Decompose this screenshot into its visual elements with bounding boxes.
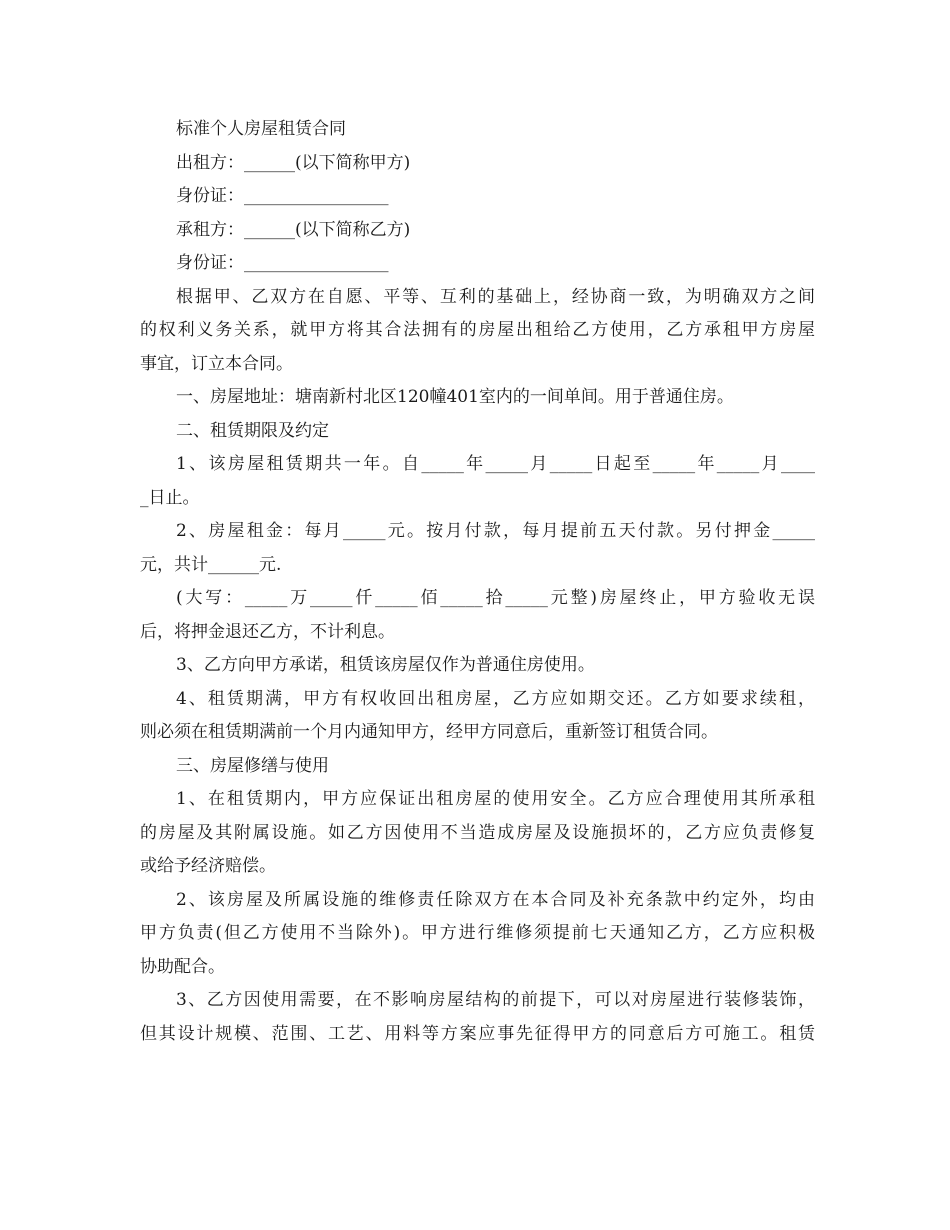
clause-repair-1-line-1: 1、在租赁期内，甲方应保证出租房屋的使用安全。乙方应合理使用其所承租	[176, 789, 815, 809]
preamble-line-1: 根据甲、乙双方在自愿、平等、互利的基础上，经协商一致，为明确双方之间	[176, 286, 815, 307]
clause-repair-2-line-2: 甲方负责(但乙方使用不当除外)。甲方进行维修须提前七天通知乙方，乙方应积极	[140, 923, 815, 943]
clause-rent-line-1: 2、房屋租金：每月_____元。按月付款，每月提前五天付款。另付押金_____	[176, 521, 815, 541]
contract-page	[140, 113, 815, 1051]
clause-repair-2-line-3: 协助配合。	[140, 956, 225, 977]
section-heading-lease-term: 二、租赁期限及约定	[176, 420, 329, 441]
preamble-line-2: 的权利义务关系，就甲方将其合法拥有的房屋出租给乙方使用，乙方承租甲方房屋	[140, 320, 815, 340]
clause-repair-1-line-2: 的房屋及其附属设施。如乙方因使用不当造成房屋及设施损坏的，乙方应负责修复	[140, 822, 815, 843]
clause-deposit-line-1: (大写：_____万_____仟_____佰_____拾_____元整)房屋终止，甲方验收无误	[176, 588, 815, 608]
clause-use: 3、乙方向甲方承诺，租赁该房屋仅作为普通住房使用。	[176, 655, 595, 675]
clause-repair-2-line-1: 2、该房屋及所属设施的维修责任除双方在本合同及补充条款中约定外，均由	[176, 889, 815, 910]
preamble-line-3: 事宜，订立本合同。	[140, 353, 293, 374]
clause-term-line-2: _日止。	[140, 487, 200, 508]
lessor-line: 出租方：______(以下简称甲方)	[176, 152, 411, 173]
clause-address: 一、房屋地址：塘南新村北区120幢401室内的一间单间。用于普通住房。	[176, 387, 734, 407]
lessor-id-line: 身份证：_________________	[176, 186, 389, 206]
clause-renewal-line-2: 则必须在租赁期满前一个月内通知甲方，经甲方同意后，重新签订租赁合同。	[140, 722, 718, 742]
clause-decoration-line-1: 3、乙方因使用需要，在不影响房屋结构的前提下，可以对房屋进行装修装饰，	[176, 990, 815, 1010]
lessee-id-line: 身份证：_________________	[176, 253, 389, 273]
clause-rent-line-2: 元，共计______元.	[140, 554, 282, 575]
clause-decoration-line-2: 但其设计规模、范围、工艺、用料等方案应事先征得甲方的同意后方可施工。租赁	[140, 1023, 815, 1044]
document-title: 标准个人房屋租赁合同	[176, 119, 346, 139]
lessee-line: 承租方：______(以下简称乙方)	[176, 219, 411, 240]
section-heading-repair: 三、房屋修缮与使用	[176, 755, 329, 776]
clause-renewal-line-1: 4、租赁期满，甲方有权收回出租房屋，乙方应如期交还。乙方如要求续租，	[176, 688, 815, 709]
clause-deposit-line-2: 后，将押金退还乙方，不计利息。	[140, 621, 395, 642]
clause-repair-1-line-3: 或给予经济赔偿。	[140, 856, 276, 876]
clause-term-line-1: 1、该房屋租赁期共一年。自_____年_____月_____日起至_____年_____月____	[176, 454, 815, 474]
